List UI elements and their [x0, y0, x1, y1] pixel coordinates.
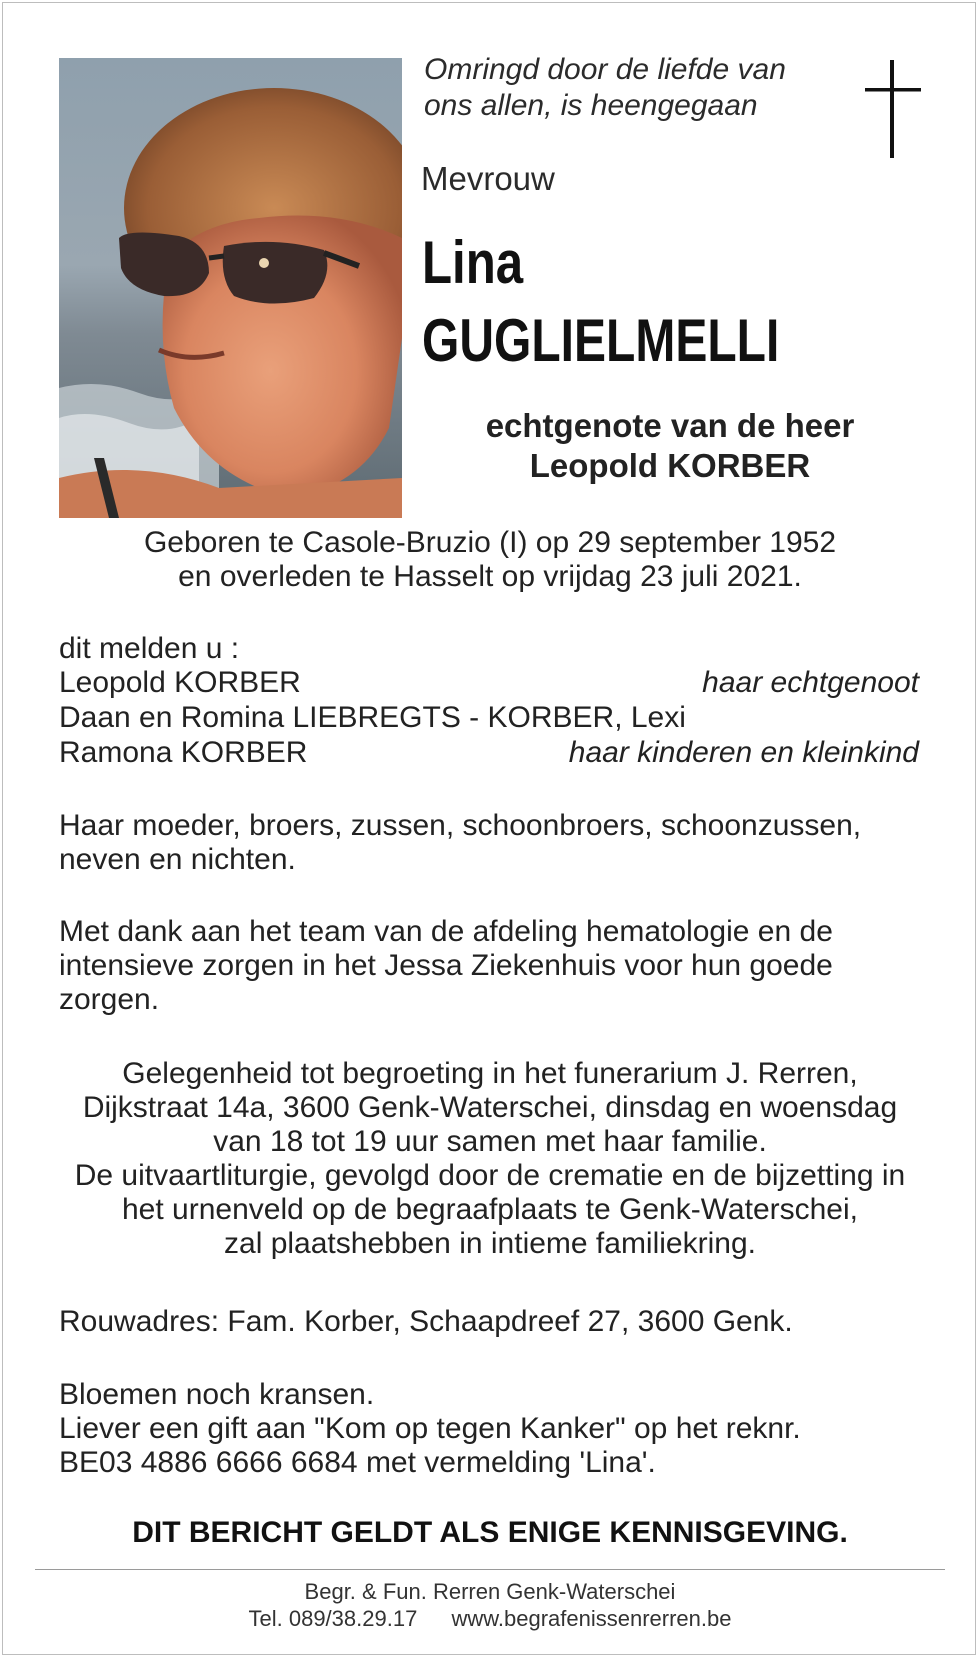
divider: [35, 1569, 945, 1570]
thanks-block: [59, 915, 919, 1017]
ceremony-line: zal plaatshebben in intieme familiekring.: [224, 1227, 756, 1260]
family-relation: haar echtgenoot: [702, 666, 919, 699]
footer: [40, 1578, 940, 1632]
death-line: en overleden te Hasselt op vrijdag 23 juli 2021.: [178, 560, 802, 593]
birth-line: Geboren te Casole-Bruzio (I) op 29 september 1952: [143, 526, 837, 559]
family-name: Ramona KORBER: [59, 736, 308, 769]
intro-text: [424, 52, 844, 124]
thanks-line: zorgen.: [59, 983, 160, 1016]
salutation: Mevrouw: [421, 160, 555, 197]
spouse-line: echtgenote van de heer: [485, 407, 855, 444]
ceremony-block: [40, 1057, 940, 1261]
family-row: [59, 701, 919, 736]
family-name: Leopold KORBER: [59, 666, 301, 699]
spouse-block: [440, 406, 900, 486]
family-relation: haar kinderen en kleinkind: [568, 736, 919, 769]
family-block: [59, 632, 919, 771]
thanks-line: Met dank aan het team van de afdeling hematologie en de: [59, 915, 833, 948]
flowers-line: BE03 4886 6666 6684 met vermelding 'Lina'.: [59, 1446, 656, 1479]
ceremony-line: De uitvaartliturgie, gevolgd door de crematie en de bijzetting in: [74, 1159, 906, 1192]
ceremony-line: het urnenveld op de begraafplaats te Genk-Waterschei,: [122, 1193, 858, 1226]
ceremony-line: Dijkstraat 14a, 3600 Genk-Waterschei, dinsdag en woensdag: [82, 1091, 898, 1124]
cross-icon: [865, 60, 921, 158]
flowers-line: Liever een gift aan "Kom op tegen Kanker" op het reknr.: [59, 1412, 801, 1445]
intro-line: ons allen, is heengegaan: [424, 89, 758, 122]
mourning-address: Rouwadres: Fam. Korber, Schaapdreef 27, 3600 Genk.: [59, 1305, 793, 1338]
family-intro: dit melden u :: [59, 632, 240, 665]
portrait-photo: [59, 58, 402, 518]
ceremony-line: van 18 tot 19 uur samen met haar familie.: [213, 1125, 767, 1158]
family-name: Daan en Romina LIEBREGTS - KORBER, Lexi: [59, 701, 686, 734]
birth-death-block: [40, 526, 940, 594]
flowers-block: [59, 1378, 919, 1480]
ceremony-line: Gelegenheid tot begroeting in het funerarium J. Rerren,: [122, 1057, 858, 1090]
intro-line: Omringd door de liefde van: [424, 53, 786, 86]
family-row: [59, 736, 919, 771]
relatives-block: [59, 809, 919, 877]
thanks-line: intensieve zorgen in het Jessa Ziekenhuis voor hun goede: [59, 949, 833, 982]
first-name: Lina: [422, 229, 524, 296]
notice-text: DIT BERICHT GELDT ALS ENIGE KENNISGEVING.: [132, 1516, 848, 1549]
footer-company: Begr. & Fun. Rerren Genk-Waterschei: [304, 1579, 676, 1604]
relatives-line: Haar moeder, broers, zussen, schoonbroers, schoonzussen,: [59, 809, 862, 842]
footer-website[interactable]: www.begrafenissenrerren.be: [451, 1606, 732, 1631]
address-block: [59, 1305, 919, 1339]
last-name: GUGLIELMELLI: [422, 307, 780, 374]
relatives-line: neven en nichten.: [59, 843, 296, 876]
spouse-name: Leopold KORBER: [529, 447, 811, 484]
footer-phone: Tel. 089/38.29.17: [248, 1606, 418, 1631]
footer-contact: [40, 1605, 940, 1632]
flowers-line: Bloemen noch kransen.: [59, 1378, 375, 1411]
family-row: [59, 666, 919, 701]
